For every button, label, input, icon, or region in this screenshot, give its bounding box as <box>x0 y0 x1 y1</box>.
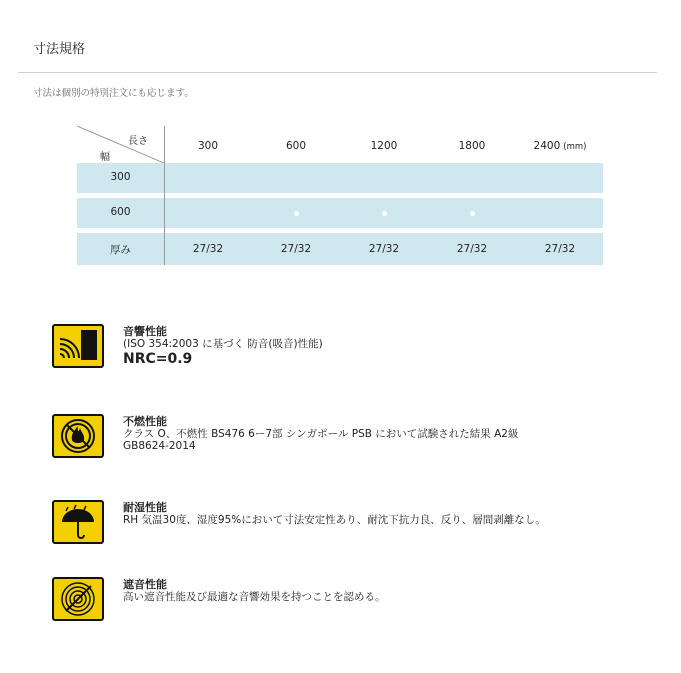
divider <box>18 72 657 73</box>
feature-title: 遮音性能 <box>123 578 167 591</box>
thickness-cell: 27/32 <box>456 243 488 255</box>
thickness-cell: 27/32 <box>368 243 400 255</box>
feature-text <box>123 416 519 452</box>
table-row <box>77 163 603 193</box>
col-header: 600 <box>285 140 307 152</box>
feature-title: 耐湿性能 <box>123 501 167 514</box>
feature-text <box>123 326 323 368</box>
nrc-value: NRC=0.9 <box>123 351 193 367</box>
custom-order-note: 寸法は個別の特別注文にも応じます。 <box>33 88 194 99</box>
feature-text <box>123 502 546 526</box>
unit-label: (mm) <box>563 142 587 152</box>
thickness-cell: 27/32 <box>544 243 576 255</box>
thickness-cell: 27/32 <box>192 243 224 255</box>
width-label: 幅 <box>100 152 110 163</box>
dimension-table <box>77 126 603 256</box>
feature-desc: RH 気温30度、湿度95%において寸法安定性あり、耐沈下抗力良、反り、層間剥離なし。 <box>123 514 546 526</box>
table-row <box>77 198 603 228</box>
feature-desc: (ISO 354:2003 に基づく 防音(吸音)性能) <box>123 338 323 350</box>
feature-standard: GB8624-2014 <box>123 440 196 452</box>
table-header <box>77 126 603 163</box>
row-label: 600 <box>110 206 131 218</box>
section-title: 寸法規格 <box>33 42 86 57</box>
humidity-umbrella-icon <box>52 500 104 544</box>
table-row <box>77 233 603 265</box>
thickness-cell: 27/32 <box>280 243 312 255</box>
row-label: 厚み <box>110 244 131 256</box>
availability-dot <box>340 198 428 228</box>
feature-text <box>123 579 386 603</box>
availability-dot <box>252 198 340 228</box>
fire-resistant-icon <box>52 414 104 458</box>
col-header-value: 2400 <box>533 140 561 152</box>
row-label: 300 <box>110 171 131 183</box>
corner-diagonal <box>77 126 164 163</box>
col-header: 300 <box>197 140 219 152</box>
table-divider <box>164 126 165 265</box>
dot-marker <box>382 211 387 216</box>
feature-desc: クラス O、不燃性 BS476 6ー7部 シンガポール PSB において試験された結果 A2級 <box>123 428 519 440</box>
dot-marker <box>470 211 475 216</box>
feature-title: 音響性能 <box>123 325 167 338</box>
feature-title: 不燃性能 <box>123 415 167 428</box>
col-header: 1200 <box>370 140 398 152</box>
dot-marker <box>294 211 299 216</box>
sound-insulation-icon <box>52 577 104 621</box>
availability-dot <box>428 198 516 228</box>
col-header: 1800 <box>458 140 486 152</box>
length-label: 長さ <box>128 136 148 147</box>
feature-desc: 高い遮音性能及び最適な音響効果を持つことを認める。 <box>123 591 386 603</box>
col-header-last <box>516 140 604 152</box>
sound-absorption-icon <box>52 324 104 368</box>
